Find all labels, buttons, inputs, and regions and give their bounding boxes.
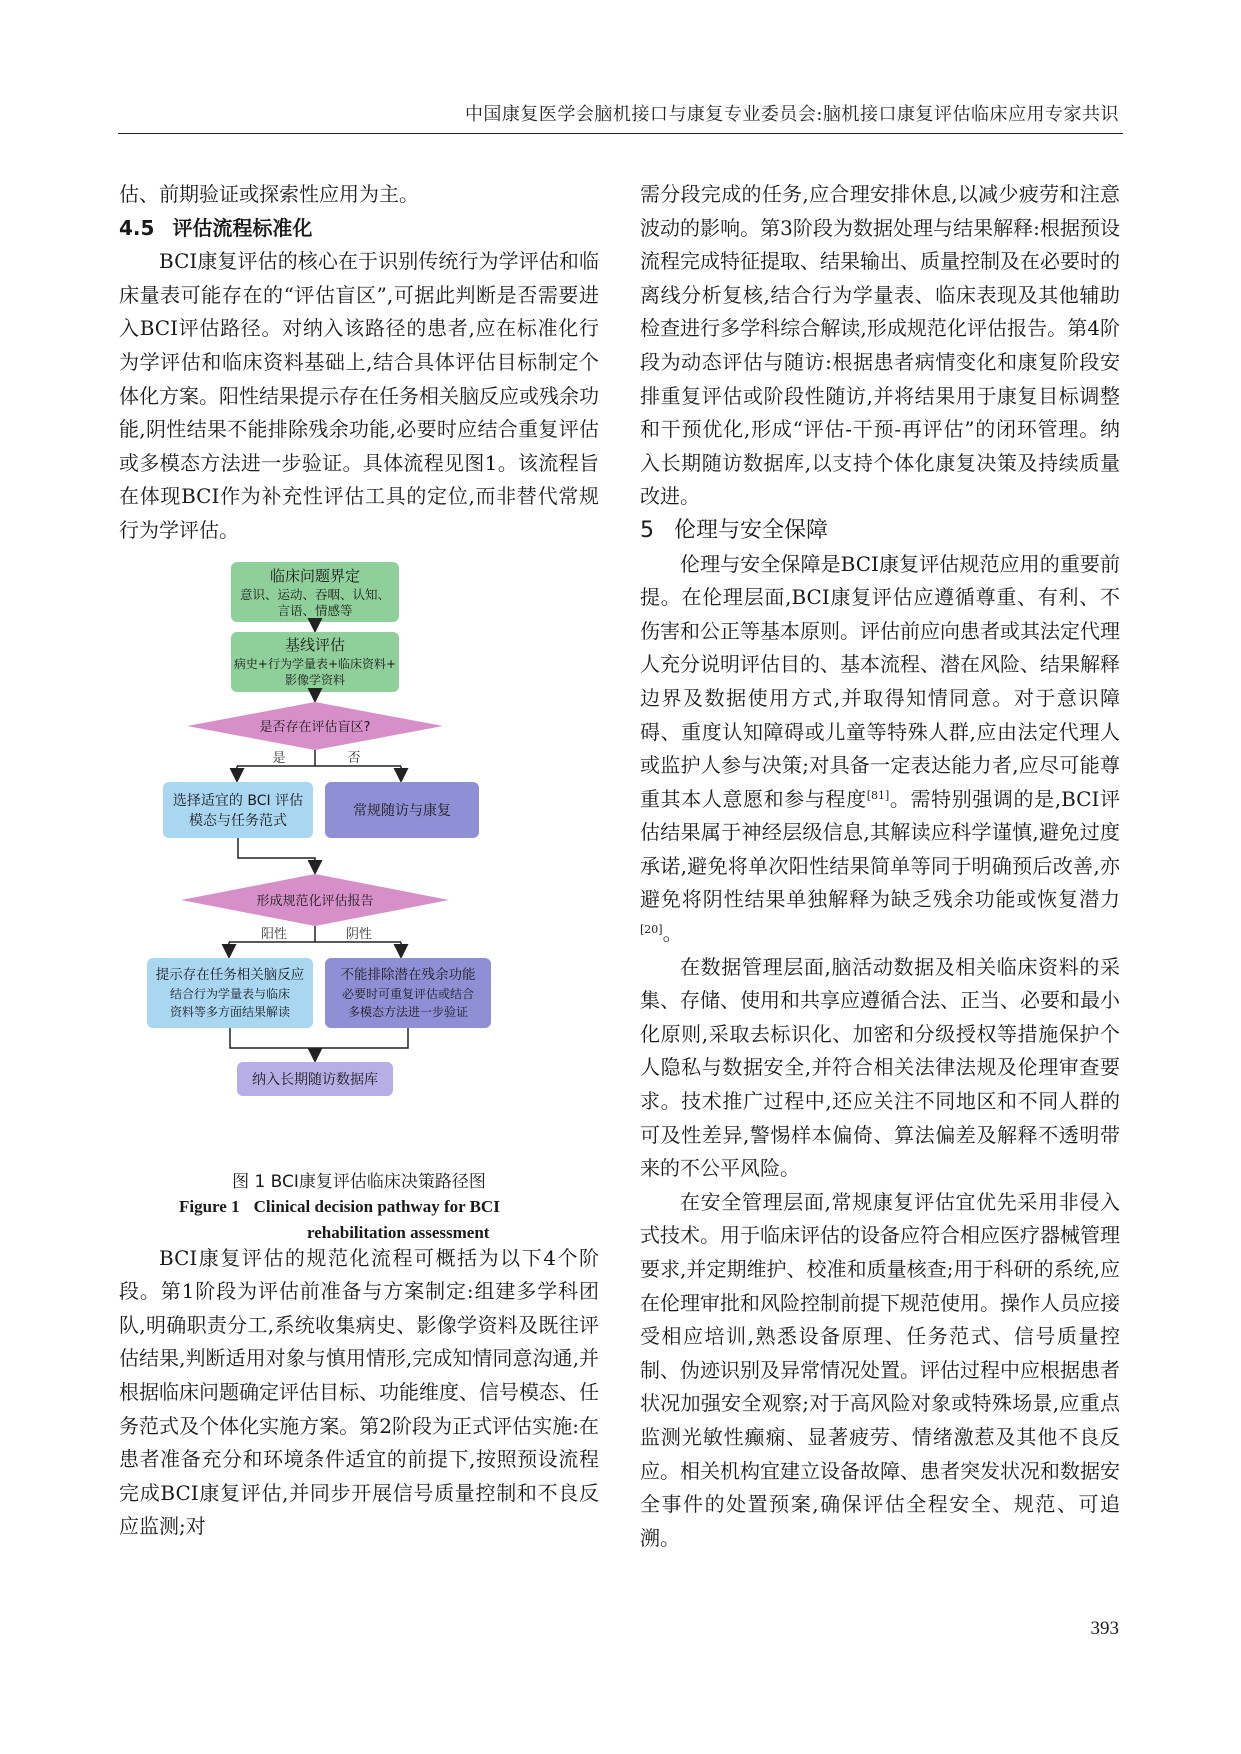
citation: [81] — [866, 788, 890, 802]
flowchart — [119, 554, 599, 1166]
node-select-line1: 选择适宜的 BCI 评估 — [172, 792, 304, 809]
label-yes: 是 — [272, 750, 286, 766]
section-title: 伦理与安全保障 — [674, 517, 829, 543]
paragraph-stages-cont: 需分段完成的任务,应合理安排休息,以减少疲劳和注意波动的影响。第3阶段为数据处理与结果解释:根据预设流程完成特征提取、结果输出、质量控制及在必要时的离线分析复核,结合行为学量表、临床表现及其他辅助检查进行多学科综合解读,形成规范化评估报告。第4阶段为动态评估与随访:根据患者病情变化和康复阶段安排重复评估或阶段性随访,并将结果用于康复目标调整和干预优化,形成“评估-干预-再评估”的闭环管理。纳入长期随访数据库,以支持个体化康复决策及持续质量改进。 — [640, 182, 1120, 509]
paragraph-stages: BCI康复评估的规范化流程可概括为以下4个阶段。第1阶段为评估前准备与方案制定:组建多学科团队,明确职责分工,系统收集病史、影像学资料及既往评估结果,判断适用对象与慎用情形,完成知情同意沟通,并根据临床问题确定评估目标、功能维度、信号模态、任务范式及个体化实施方案。第2阶段为正式评估实施:在患者准备充分和环境条件适宜的前提下,按照预设流程完成BCI康复评估,并同步开展信号质量控制和不良反应监测;对 — [119, 1245, 599, 1539]
right-column — [640, 178, 1120, 1555]
node-baseline-line2: 影像学资料 — [284, 672, 346, 687]
figure-1 — [119, 554, 599, 1242]
figure-caption-cn: 图 1 BCI康复评估临床决策路径图 — [232, 1171, 486, 1192]
section-heading-5 — [640, 514, 1120, 548]
paragraph-4-5: BCI康复评估的核心在于识别传统行为学评估和临床量表可能存在的“评估盲区”,可据此判断是否需要进入BCI评估路径。对纳入该路径的患者,应在标准化行为学评估和临床资料基础上,结合具体评估目标制定个体化方案。阳性结果提示存在任务相关脑反应或残余功能,阴性结果不能排除残余功能,必要时应结合重复评估或多模态方法进一步验证。具体流程见图1。该流程旨在体现BCI作为补充性评估工具的定位,而非替代常规行为学评估。 — [119, 249, 599, 542]
node-define-line1: 意识、运动、吞咽、认知、 — [239, 586, 391, 602]
header-rule — [118, 133, 1123, 134]
figure-caption-en-line2: rehabilitation assessment — [307, 1222, 490, 1242]
figure-caption-en-label: Figure 1 — [179, 1196, 240, 1216]
node-negative-title: 不能排除潜在残余功能 — [340, 966, 476, 983]
section-number: 5 — [640, 517, 654, 543]
node-baseline-title: 基线评估 — [284, 635, 346, 654]
node-select-line2: 模态与任务范式 — [189, 812, 287, 829]
decision-blindspot-text: 是否存在评估盲区? — [259, 719, 371, 735]
left-column — [119, 178, 599, 1544]
node-positive-line2: 资料等多方面结果解读 — [169, 1004, 291, 1019]
node-database-text: 纳入长期随访数据库 — [252, 1071, 378, 1088]
running-header: 中国康复医学会脑机接口与康复专业委员会:脑机接口康复评估临床应用专家共识 — [464, 104, 1119, 125]
paragraph-ethics-end: 。 — [662, 921, 683, 946]
citation: [20] — [640, 923, 663, 937]
node-select-modality — [163, 782, 313, 838]
paragraph-ethics — [640, 548, 1120, 951]
section-heading-4-5 — [119, 212, 599, 246]
decision-report-text: 形成规范化评估报告 — [256, 893, 374, 909]
node-define-title: 临床问题界定 — [269, 566, 361, 585]
page-number: 393 — [1090, 1618, 1119, 1639]
label-positive: 阳性 — [260, 926, 288, 942]
label-no: 否 — [347, 750, 361, 766]
paragraph-ethics-text-2: 。需特别强调的是,BCI评估结果属于神经层级信息,其解读应科学谨慎,避免过度承诺,避免将单次阳性结果简单等同于明确预后改善,亦避免将阴性结果单独解释为缺乏残余功能或恢复潜力 — [640, 786, 1120, 912]
section-title: 评估流程标准化 — [172, 215, 313, 240]
figure-caption-en-line1: Clinical decision pathway for BCI — [253, 1196, 500, 1216]
node-negative-line2: 多模态方法进一步验证 — [347, 1004, 469, 1019]
paragraph-ethics-text: 伦理与安全保障是BCI康复评估规范应用的重要前提。在伦理层面,BCI康复评估应遵循尊重、有利、不伤害和公正等基本原则。评估前应向患者或其法定代理人充分说明评估目的、基本流程、潜在风险、结果解释边界及数据使用方式,并取得知情同意。对于意识障碍、重度认知障碍或儿童等特殊人群,应由法定代理人或监护人参与决策;对具备一定表达能力者,应尽可能尊重其本人意愿和参与程度 — [640, 551, 1120, 811]
paragraph-data-management: 在数据管理层面,脑活动数据及相关临床资料的采集、存储、使用和共享应遵循合法、正当、必要和最小化原则,采取去标识化、加密和分级授权等措施保护个人隐私与数据安全,并符合相关法律法规及伦理审查要求。技术推广过程中,还应关注不同地区和不同人群的可及性差异,警惕样本偏倚、算法偏差及解释不透明带来的不公平风险。 — [640, 954, 1120, 1181]
figure-caption-en — [179, 1194, 579, 1246]
node-routine-text: 常规随访与康复 — [353, 802, 451, 819]
node-baseline-line1: 病史+行为学量表+临床资料+ — [233, 656, 397, 671]
node-positive-title: 提示存在任务相关脑反应 — [155, 966, 305, 983]
section-number: 4.5 — [119, 215, 155, 240]
node-positive-line1: 结合行为学量表与临床 — [169, 986, 291, 1001]
paragraph-safety: 在安全管理层面,常规康复评估宜优先采用非侵入式技术。用于临床评估的设备应符合相应医疗器械管理要求,并定期维护、校准和质量核查;用于科研的系统,应在伦理审批和风险控制前提下规范使用。操作人员应接受相应培训,熟悉设备原理、任务范式、信号质量控制、伪迹识别及异常情况处置。评估过程中应根据患者状况加强安全观察;对于高风险对象或特殊场景,应重点监测光敏性癫痫、显著疲劳、情绪激惹及其他不良反应。相关机构宜建立设备故障、患者突发状况和数据安全事件的处置预案,确保评估全程安全、规范、可追溯。 — [640, 1189, 1120, 1550]
paragraph-intro: 估、前期验证或探索性应用为主。 — [119, 182, 419, 206]
node-negative-line1: 必要时可重复评估或结合 — [341, 986, 475, 1001]
label-negative: 阴性 — [345, 926, 373, 942]
node-define-line2: 言语、情感等 — [277, 602, 353, 618]
